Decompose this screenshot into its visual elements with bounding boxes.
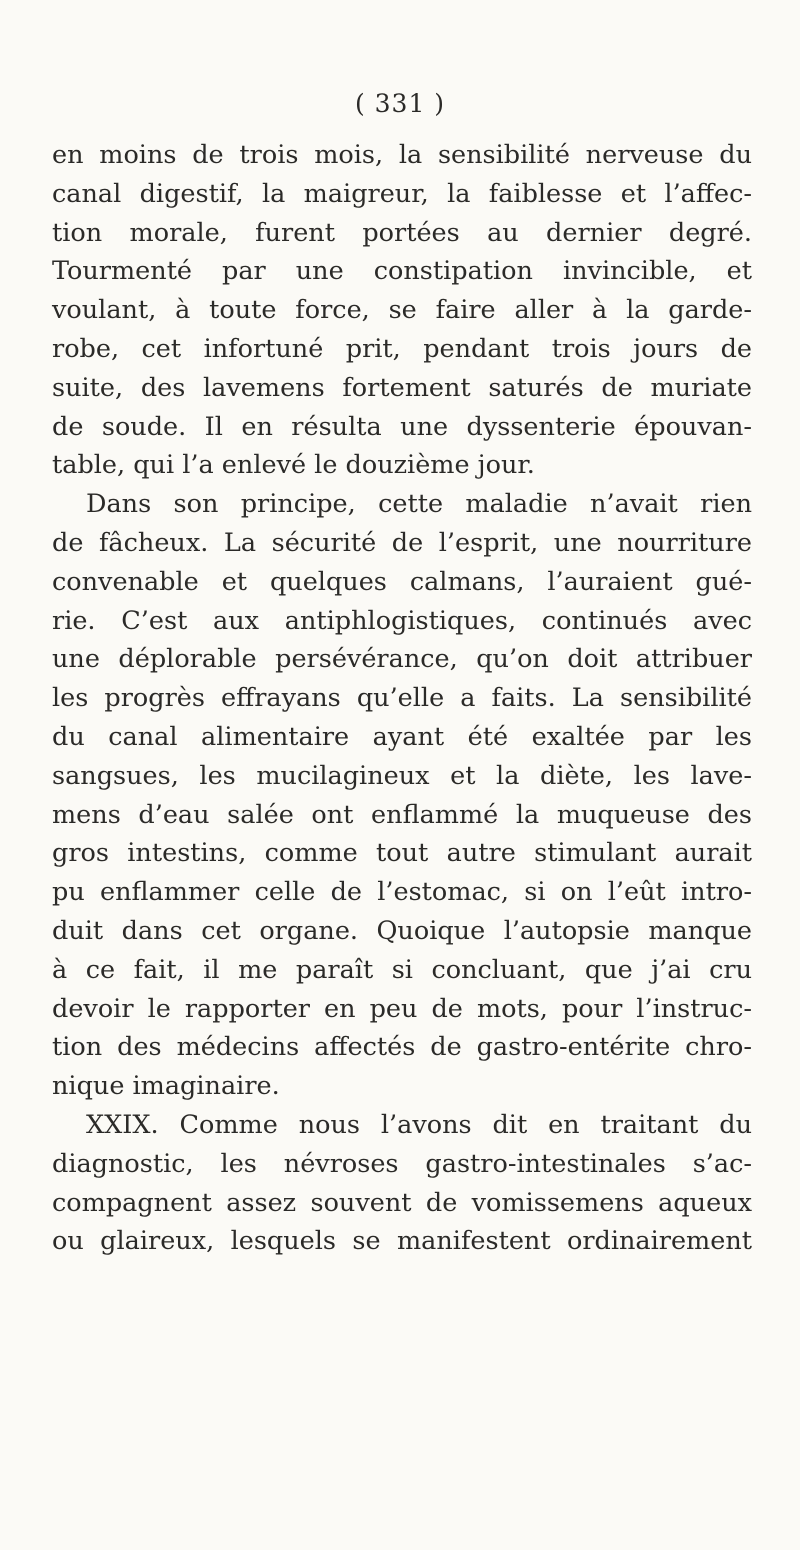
text-line: à ce fait, il me paraît si concluant, que j’ai cru: [52, 954, 752, 985]
text-line: nique imaginaire.: [52, 1071, 280, 1102]
text-line: du canal alimentaire ayant été exaltée par les: [52, 721, 752, 752]
text-line: tion morale, furent portées au dernier degré.: [52, 217, 752, 248]
text-line: mens d’eau salée ont enflammé la muqueuse des: [52, 799, 752, 830]
text-line: convenable et quelques calmans, l’auraient gué-: [52, 566, 752, 597]
text-line: suite, des lavemens fortement saturés de muriate: [52, 372, 752, 403]
text-line: de soude. Il en résulta une dyssenterie épouvan-: [52, 411, 752, 442]
text-line: gros intestins, comme tout autre stimulant aurait: [52, 838, 752, 869]
text-line: diagnostic, les névroses gastro-intestinales s’ac-: [52, 1148, 752, 1179]
text-line: compagnent assez souvent de vomissemens aqueux: [52, 1187, 752, 1218]
text-line: sangsues, les mucilagineux et la diète, les lave-: [52, 760, 752, 791]
text-line: rie. C’est aux antiphlogistiques, continués avec: [52, 605, 752, 636]
text-line: Dans son principe, cette maladie n’avait rien: [86, 489, 752, 520]
text-line: de fâcheux. La sécurité de l’esprit, une nourriture: [52, 527, 752, 558]
text-line: tion des médecins affectés de gastro-entérite chro-: [52, 1032, 752, 1063]
text-line: Tourmenté par une constipation invincible, et: [52, 256, 752, 287]
text-line: table, qui l’a enlevé le douzième jour.: [52, 450, 535, 481]
text-line: devoir le rapporter en peu de mots, pour l’instruc-: [52, 993, 752, 1024]
text-line: pu enflammer celle de l’estomac, si on l’eût intro-: [52, 877, 752, 908]
body-text: [52, 136, 752, 1261]
text-line: les progrès effrayans qu’elle a faits. La sensibilité: [52, 683, 752, 714]
text-line: ou glaireux, lesquels se manifestent ordinairement: [52, 1226, 752, 1257]
text-line: voulant, à toute force, se faire aller à la garde-: [52, 295, 752, 326]
text-line: robe, cet infortuné prit, pendant trois jours de: [52, 333, 752, 364]
text-line: duit dans cet organe. Quoique l’autopsie manque: [52, 915, 752, 946]
text-line: en moins de trois mois, la sensibilité nerveuse du: [52, 140, 752, 170]
text-line: une déplorable persévérance, qu’on doit attribuer: [52, 644, 752, 675]
text-line: XXIX. Comme nous l’avons dit en traitant du: [86, 1109, 752, 1140]
page-number: ( 331 ): [354, 89, 446, 118]
text-line: canal digestif, la maigreur, la faiblesse et l’affec-: [52, 178, 752, 209]
